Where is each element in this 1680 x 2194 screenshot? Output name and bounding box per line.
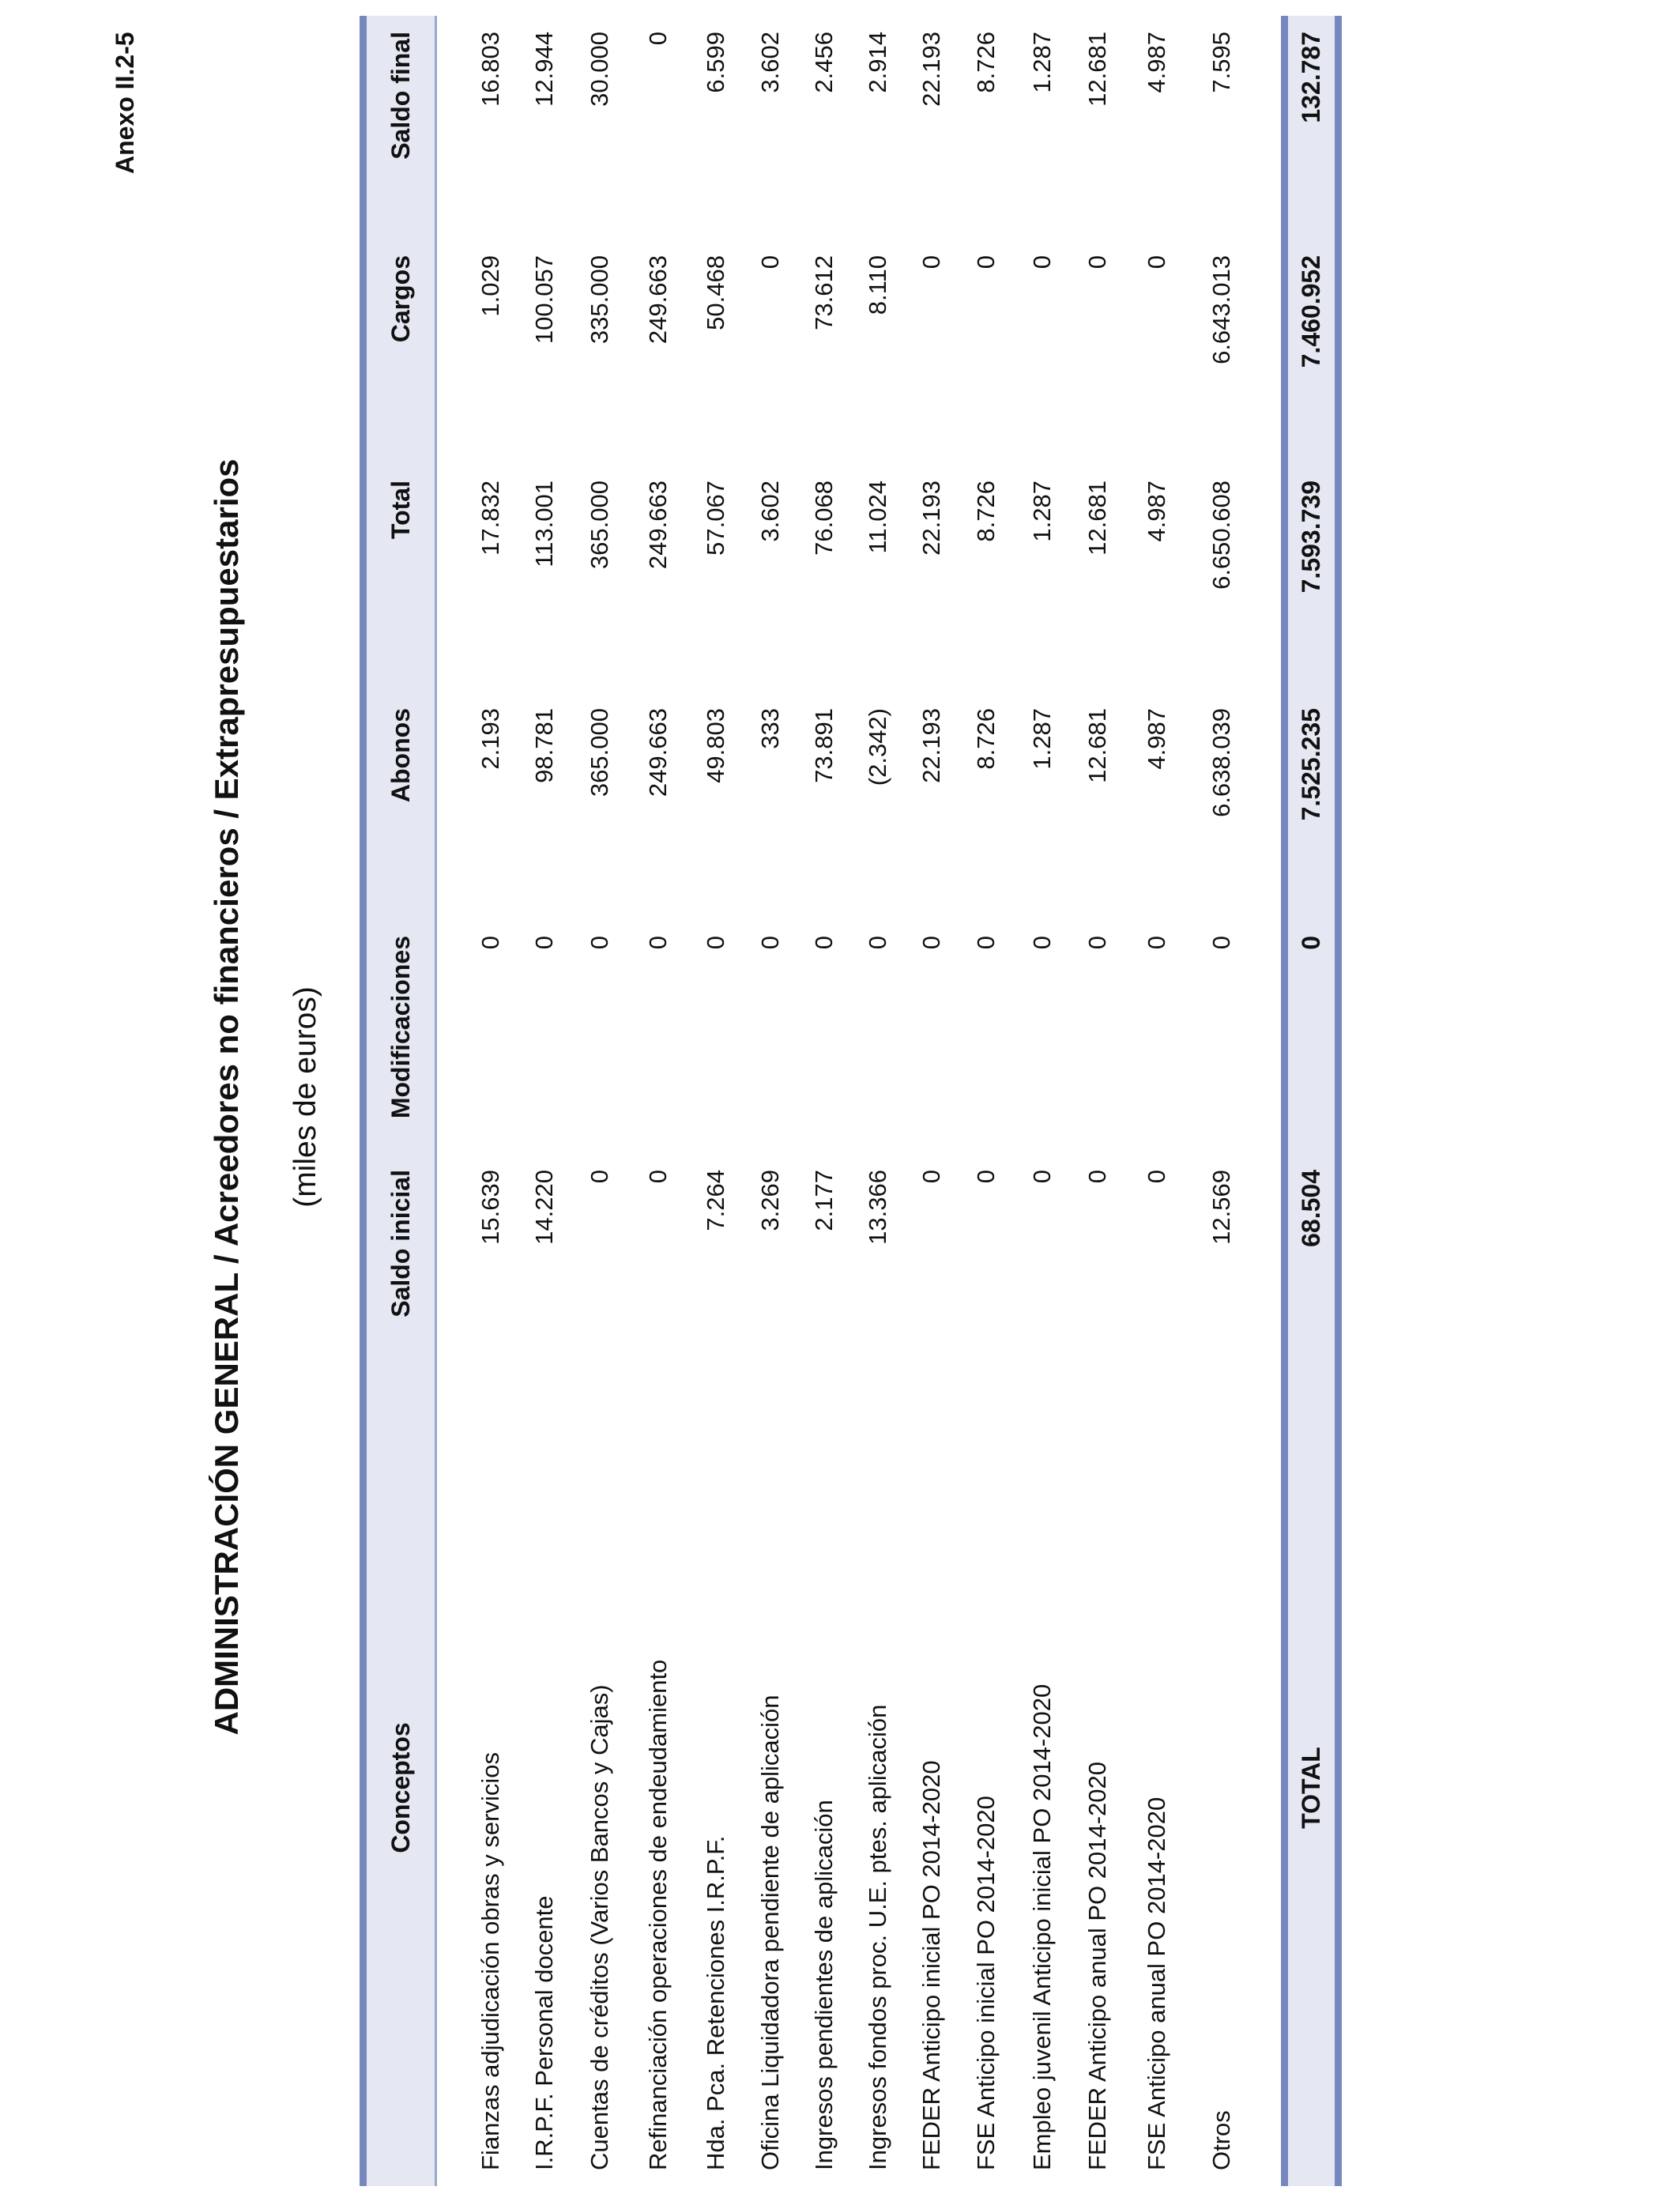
cell-saldo-final: 3.602 xyxy=(756,32,784,93)
cell-modificaciones: 0 xyxy=(1028,936,1056,950)
row-concept: Ingresos fondos proc. U.E. ptes. aplicación xyxy=(864,1704,891,2170)
cell-cargos: 0 xyxy=(1143,255,1170,270)
cell-saldo-inicial: 0 xyxy=(972,1170,1000,1184)
table-row xyxy=(959,16,1014,2186)
column-header-saldo-final: Saldo final xyxy=(386,32,415,160)
table-row xyxy=(1071,16,1124,2186)
cell-saldo-final: 1.287 xyxy=(1028,32,1056,93)
total-row xyxy=(1285,16,1339,2186)
table-row xyxy=(571,16,628,2186)
cell-cargos: 8.110 xyxy=(864,255,891,315)
units-subtitle: (miles de euros) xyxy=(288,986,322,1208)
cell-saldo-inicial: 3.269 xyxy=(756,1170,784,1231)
cell-modificaciones: 0 xyxy=(586,936,613,950)
total-total: 7.593.739 xyxy=(1297,481,1325,594)
cell-cargos: 0 xyxy=(972,255,1000,270)
cell-total: 12.681 xyxy=(1083,481,1111,556)
cell-saldo-final: 6.599 xyxy=(702,32,729,93)
cell-modificaciones: 0 xyxy=(756,936,784,950)
cell-saldo-final: 8.726 xyxy=(972,32,1000,93)
table-row xyxy=(518,16,571,2186)
total-abonos: 7.525.235 xyxy=(1297,708,1325,821)
cell-saldo-final: 0 xyxy=(644,32,672,46)
total-label: TOTAL xyxy=(1297,1747,1325,1829)
cell-abonos: 22.193 xyxy=(917,708,945,783)
cell-saldo-inicial: 0 xyxy=(1083,1170,1111,1184)
table-row xyxy=(1189,16,1254,2186)
creditors-table xyxy=(360,16,1342,2186)
cell-saldo-inicial: 0 xyxy=(1143,1170,1170,1184)
table-row xyxy=(1124,16,1189,2186)
cell-saldo-inicial: 0 xyxy=(1028,1170,1056,1184)
cell-abonos: 1.287 xyxy=(1028,708,1056,770)
cell-cargos: 1.029 xyxy=(477,255,504,317)
cell-abonos: 49.803 xyxy=(702,708,729,783)
cell-cargos: 50.468 xyxy=(702,255,729,330)
cell-abonos: 98.781 xyxy=(530,708,558,783)
cell-abonos: 249.663 xyxy=(644,708,672,797)
cell-saldo-inicial: 0 xyxy=(586,1170,613,1184)
column-header-saldo-inicial: Saldo inicial xyxy=(386,1170,415,1318)
row-concept: Oficina Liquidadora pendiente de aplicación xyxy=(756,1695,784,2170)
cell-abonos: 12.681 xyxy=(1083,708,1111,783)
cell-modificaciones: 0 xyxy=(1083,936,1111,950)
cell-modificaciones: 0 xyxy=(972,936,1000,950)
row-concept: Empleo juvenil Anticipo inicial PO 2014-2020 xyxy=(1028,1683,1056,2170)
cell-total: 8.726 xyxy=(972,481,1000,542)
cell-total: 4.987 xyxy=(1143,481,1170,542)
column-header-abonos: Abonos xyxy=(386,708,415,803)
total-cargos: 7.460.952 xyxy=(1297,255,1325,368)
cell-modificaciones: 0 xyxy=(810,936,838,950)
table-spacer xyxy=(1254,16,1285,2186)
cell-cargos: 0 xyxy=(1028,255,1056,270)
cell-saldo-final: 12.944 xyxy=(530,32,558,107)
table-row xyxy=(905,16,959,2186)
row-concept: Otros xyxy=(1207,2110,1235,2170)
row-concept: Cuentas de créditos (Varios Bancos y Cajas) xyxy=(586,1684,613,2170)
table-row xyxy=(797,16,851,2186)
cell-saldo-inicial: 7.264 xyxy=(702,1170,729,1231)
table-header-row xyxy=(363,16,436,2186)
cell-cargos: 100.057 xyxy=(530,255,558,345)
cell-saldo-final: 2.456 xyxy=(810,32,838,93)
cell-abonos: 8.726 xyxy=(972,708,1000,770)
cell-abonos: (2.342) xyxy=(864,708,891,786)
cell-saldo-inicial: 2.177 xyxy=(810,1170,838,1231)
cell-saldo-final: 30.000 xyxy=(586,32,613,107)
column-header-conceptos: Conceptos xyxy=(386,1722,415,1853)
cell-total: 365.000 xyxy=(586,481,613,570)
cell-total: 17.832 xyxy=(477,481,504,556)
cell-cargos: 0 xyxy=(1083,255,1111,270)
column-header-cargos: Cargos xyxy=(386,255,415,343)
cell-saldo-inicial: 0 xyxy=(917,1170,945,1184)
table-row xyxy=(1014,16,1071,2186)
cell-total: 22.193 xyxy=(917,481,945,556)
cell-saldo-final: 2.914 xyxy=(864,32,891,93)
cell-cargos: 335.000 xyxy=(586,255,613,345)
total-saldo-final: 132.787 xyxy=(1297,32,1325,123)
table-spacer xyxy=(436,16,465,2186)
cell-abonos: 2.193 xyxy=(477,708,504,770)
cell-modificaciones: 0 xyxy=(1207,936,1235,950)
row-concept: I.R.P.F. Personal docente xyxy=(530,1895,558,2170)
cell-saldo-final: 22.193 xyxy=(917,32,945,107)
cell-saldo-inicial: 0 xyxy=(644,1170,672,1184)
row-concept: FSE Anticipo inicial PO 2014-2020 xyxy=(972,1796,1000,2170)
row-concept: Fianzas adjudicación obras y servicios xyxy=(477,1752,504,2170)
spacer-cell xyxy=(1254,16,1285,2186)
cell-abonos: 333 xyxy=(756,708,784,749)
row-concept: FEDER Anticipo inicial PO 2014-2020 xyxy=(917,1760,945,2170)
cell-abonos: 73.891 xyxy=(810,708,838,783)
table-row xyxy=(851,16,905,2186)
cell-modificaciones: 0 xyxy=(530,936,558,950)
row-concept: Refinanciación operaciones de endeudamiento xyxy=(644,1659,672,2170)
spacer-cell xyxy=(436,16,465,2186)
row-concept: FEDER Anticipo anual PO 2014-2020 xyxy=(1083,1762,1111,2170)
annex-label: Anexo II.2-5 xyxy=(111,32,139,174)
cell-modificaciones: 0 xyxy=(917,936,945,950)
cell-saldo-inicial: 15.639 xyxy=(477,1170,504,1245)
cell-modificaciones: 0 xyxy=(644,936,672,950)
cell-total: 76.068 xyxy=(810,481,838,556)
row-concept: Ingresos pendientes de aplicación xyxy=(810,1800,838,2170)
cell-modificaciones: 0 xyxy=(702,936,729,950)
cell-total: 11.024 xyxy=(864,481,891,554)
cell-abonos: 6.638.039 xyxy=(1207,708,1235,817)
table-row xyxy=(688,16,744,2186)
column-header-total: Total xyxy=(386,481,415,540)
cell-total: 57.067 xyxy=(702,481,729,556)
cell-saldo-final: 16.803 xyxy=(477,32,504,107)
cell-saldo-final: 12.681 xyxy=(1083,32,1111,107)
table-row xyxy=(464,16,518,2186)
cell-modificaciones: 0 xyxy=(477,936,504,950)
cell-cargos: 0 xyxy=(917,255,945,270)
cell-total: 6.650.608 xyxy=(1207,481,1235,590)
cell-modificaciones: 0 xyxy=(1143,936,1170,950)
cell-saldo-inicial: 13.366 xyxy=(864,1170,891,1245)
cell-cargos: 249.663 xyxy=(644,255,672,345)
cell-total: 3.602 xyxy=(756,481,784,542)
total-saldo-inicial: 68.504 xyxy=(1297,1170,1325,1247)
table-row xyxy=(744,16,797,2186)
cell-cargos: 0 xyxy=(756,255,784,270)
cell-abonos: 4.987 xyxy=(1143,708,1170,770)
cell-saldo-final: 4.987 xyxy=(1143,32,1170,93)
column-header-modificaciones: Modificaciones xyxy=(386,936,415,1119)
page-title: ADMINISTRACIÓN GENERAL / Acreedores no financieros / Extrapresupuestarios xyxy=(208,458,245,1736)
cell-total: 1.287 xyxy=(1028,481,1056,542)
row-concept: Hda. Pca. Retenciones I.R.P.F. xyxy=(702,1835,729,2170)
table-body xyxy=(436,16,1285,2186)
cell-saldo-inicial: 14.220 xyxy=(530,1170,558,1245)
table-row xyxy=(628,16,688,2186)
cell-modificaciones: 0 xyxy=(864,936,891,950)
row-concept: FSE Anticipo anual PO 2014-2020 xyxy=(1143,1796,1170,2170)
total-modificaciones: 0 xyxy=(1297,936,1325,950)
cell-cargos: 6.643.013 xyxy=(1207,255,1235,364)
cell-abonos: 365.000 xyxy=(586,708,613,797)
cell-cargos: 73.612 xyxy=(810,255,838,330)
cell-total: 249.663 xyxy=(644,481,672,570)
cell-saldo-inicial: 12.569 xyxy=(1207,1170,1235,1245)
cell-total: 113.001 xyxy=(530,481,558,567)
cell-saldo-final: 7.595 xyxy=(1207,32,1235,93)
